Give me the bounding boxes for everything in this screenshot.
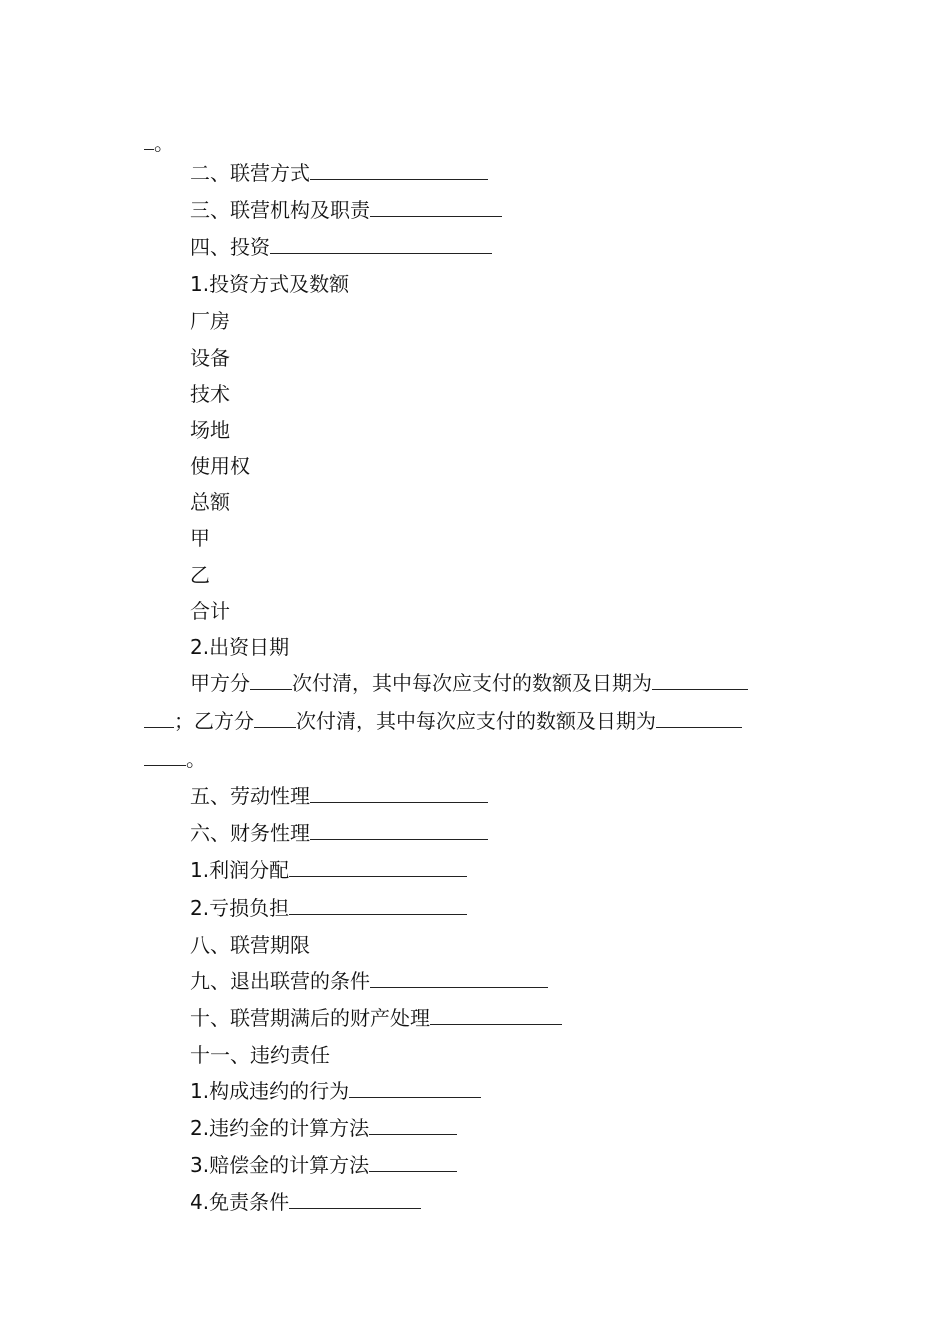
- text-line: 乙: [190, 563, 210, 587]
- text-line: 1.投资方式及数额: [190, 272, 350, 296]
- text-line: 技术: [190, 382, 230, 406]
- section-6-line: 六、财务性理: [190, 818, 488, 848]
- text-line: 场地: [190, 418, 230, 442]
- section-4-line: 四、投资: [190, 232, 492, 262]
- compensation-line: 3.赔偿金的计算方法: [190, 1150, 457, 1180]
- fill-blank[interactable]: [369, 1114, 457, 1135]
- payment-line-a: 甲方分 次付清，其中每次应支付的数额及日期为: [190, 668, 748, 698]
- fill-blank[interactable]: [430, 1004, 562, 1025]
- text-line: 合计: [190, 599, 230, 623]
- section-10-line: 十、联营期满后的财产处理: [190, 1003, 562, 1033]
- section-3-line: 三、联营机构及职责: [190, 195, 502, 225]
- section-11-line: 十一、违约责任: [190, 1043, 330, 1067]
- text-line: 使用权: [190, 454, 250, 478]
- fill-blank[interactable]: [370, 196, 502, 217]
- fill-blank[interactable]: [652, 669, 748, 690]
- text-line: 厂房: [190, 309, 230, 333]
- fill-blank[interactable]: [310, 159, 488, 180]
- fill-blank[interactable]: [270, 233, 492, 254]
- section-9-line: 九、退出联营的条件: [190, 966, 548, 996]
- fill-blank[interactable]: [289, 894, 467, 915]
- fill-blank[interactable]: [144, 129, 154, 150]
- fill-blank[interactable]: [250, 669, 292, 690]
- loss-line: 2.亏损负担: [190, 893, 467, 923]
- fill-blank[interactable]: [144, 745, 186, 766]
- fill-blank[interactable]: [144, 707, 174, 728]
- text-line: 。: [144, 128, 174, 158]
- fill-blank[interactable]: [310, 819, 488, 840]
- section-8-line: 八、联营期限: [190, 933, 310, 957]
- text-line: 总额: [190, 490, 230, 514]
- text-line: 甲: [190, 526, 210, 550]
- breach-line: 1.构成违约的行为: [190, 1076, 481, 1106]
- fill-blank[interactable]: [289, 856, 467, 877]
- text-line: 设备: [190, 346, 230, 370]
- payment-line-b: ；乙方分 次付清，其中每次应支付的数额及日期为: [144, 706, 742, 736]
- exemption-line: 4.免责条件: [190, 1187, 421, 1217]
- section-5-line: 五、劳动性理: [190, 781, 488, 811]
- penalty-line: 2.违约金的计算方法: [190, 1113, 457, 1143]
- fill-blank[interactable]: [656, 707, 742, 728]
- fill-blank[interactable]: [310, 782, 488, 803]
- fill-blank[interactable]: [349, 1077, 481, 1098]
- fill-blank[interactable]: [370, 967, 548, 988]
- text-line: 。: [144, 744, 206, 774]
- section-2-line: 二、联营方式: [190, 158, 488, 188]
- text-line: 2.出资日期: [190, 635, 290, 659]
- fill-blank[interactable]: [254, 707, 296, 728]
- profit-line: 1.利润分配: [190, 855, 467, 885]
- fill-blank[interactable]: [369, 1151, 457, 1172]
- fill-blank[interactable]: [289, 1188, 421, 1209]
